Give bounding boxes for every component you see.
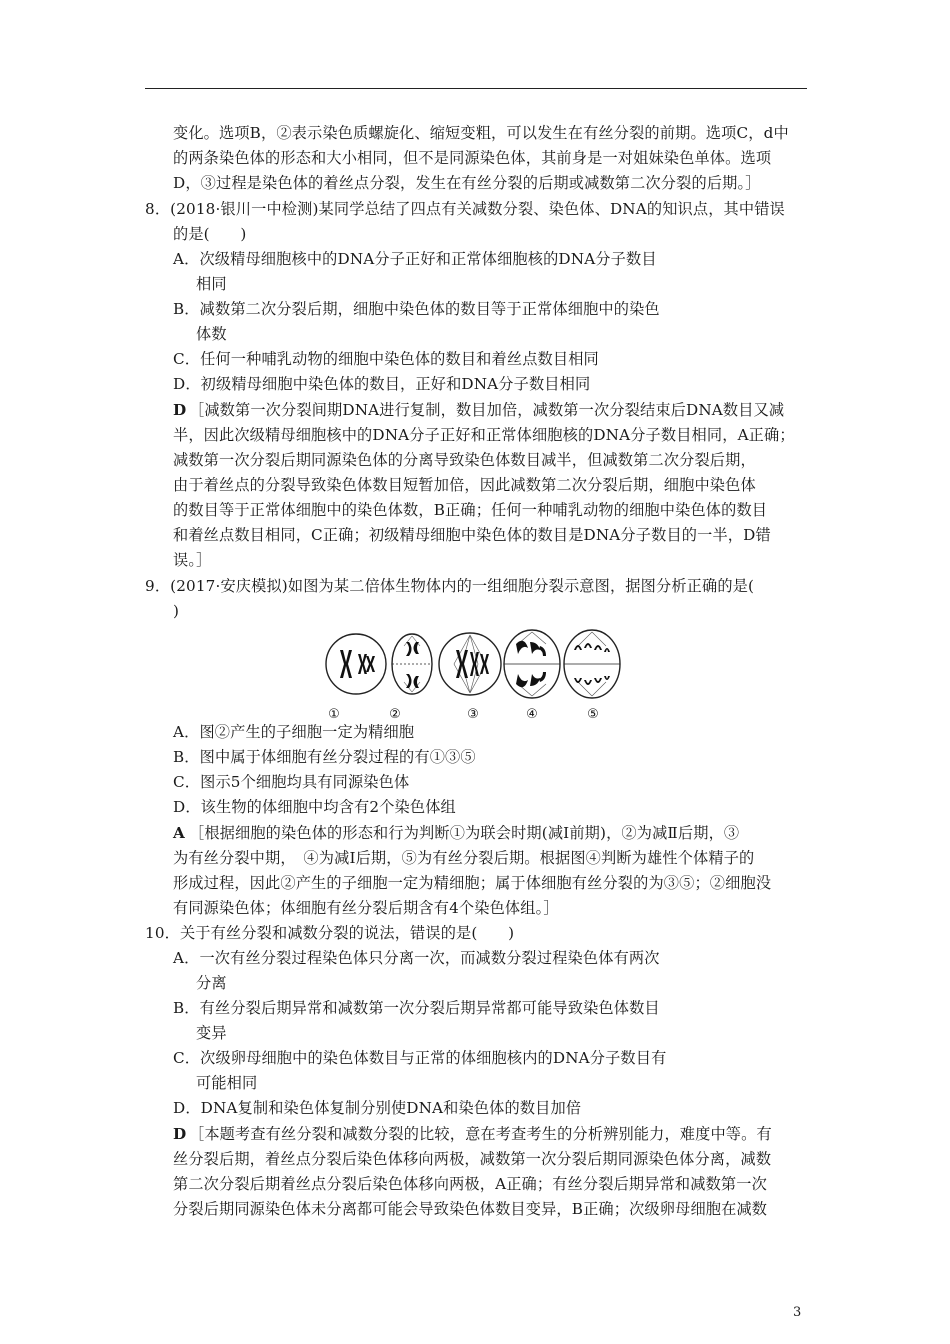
option-c: C．图示5个细胞均具有同源染色体 <box>173 773 410 791</box>
answer-letter: D <box>173 401 187 419</box>
option-a: A．一次有丝分裂过程染色体只分离一次，而减数分裂过程染色体有两次 <box>173 949 660 967</box>
answer-letter: A <box>173 824 185 842</box>
option-a: A．次级精母细胞核中的DNA分子正好和正常体细胞核的DNA分子数目 <box>173 250 657 268</box>
text-line: 第二次分裂后期着丝点分裂后染色体移向两极，A正确；有丝分裂后期异常和减数第一次 <box>173 1175 767 1193</box>
option-d: D．该生物的体细胞中均含有2个染色体组 <box>173 798 456 816</box>
text-line: 丝分裂后期，着丝点分裂后染色体移向两极，减数第一次分裂后期同源染色体分离，减数 <box>173 1150 772 1168</box>
question-9-stem: 9．(2017·安庆模拟)如图为某二倍体生物体内的一组细胞分裂示意图，据图分析正确的是( <box>145 577 755 595</box>
page-number: 3 <box>793 1305 802 1320</box>
text-line: D，③过程是染色体的着丝点分裂，发生在有丝分裂的后期或减数第二次分裂的后期。］ <box>173 174 761 192</box>
text-line: 的是( ) <box>173 225 247 243</box>
option-d: D．DNA复制和染色体复制分别使DNA和染色体的数目加倍 <box>173 1099 582 1117</box>
text-line: 由于着丝点的分裂导致染色体数目短暂加倍，因此减数第二次分裂后期，细胞中染色体 <box>173 476 756 494</box>
option-c: C．任何一种哺乳动物的细胞中染色体的数目和着丝点数目相同 <box>173 350 599 368</box>
option-b: B．有丝分裂后期异常和减数第一次分裂后期异常都可能导致染色体数目 <box>173 999 660 1017</box>
cell-3-outline <box>439 633 501 695</box>
text-line: 的数目等于正常体细胞中的染色体数，B正确；任何一种哺乳动物的细胞中染色体的数目 <box>173 501 768 519</box>
text-line: 和着丝点数目相同，C正确；初级精母细胞中染色体的数目是DNA分子数目的一半，D错 <box>173 526 771 544</box>
question-10-stem: 10．关于有丝分裂和减数分裂的说法，错误的是( ) <box>145 924 515 942</box>
cell-division-figure <box>322 622 622 722</box>
text-line: 体数 <box>196 325 227 343</box>
text-line: 减数第一次分裂后期同源染色体的分离导致染色体数目减半，但减数第二次分裂后期， <box>173 451 756 469</box>
text-line: 分离 <box>196 974 227 992</box>
option-c: C．次级卵母细胞中的染色体数目与正常的体细胞核内的DNA分子数目有 <box>173 1049 667 1067</box>
explanation-line: ［根据细胞的染色体的形态和行为判断①为联会时期(减Ⅰ前期)，②为减Ⅱ后期，③ <box>189 824 740 842</box>
figure-label-3: ③ <box>467 707 479 722</box>
text-line: 变异 <box>196 1024 227 1042</box>
option-b: B．减数第二次分裂后期，细胞中染色体的数目等于正常体细胞中的染色 <box>173 300 660 318</box>
option-b: B．图中属于体细胞有丝分裂过程的有①③⑤ <box>173 748 476 766</box>
figure-label-1: ① <box>328 707 340 722</box>
header-rule <box>145 88 807 89</box>
question-8-stem: 8．(2018·银川一中检测)某同学总结了四点有关减数分裂、染色体、DNA的知识点，其中错误 <box>145 200 785 218</box>
text-line: 分裂后期同源染色体未分离都可能会导致染色体数目变异，B正确；次级卵母细胞在减数 <box>173 1200 768 1218</box>
option-a: A．图②产生的子细胞一定为精细胞 <box>173 723 415 741</box>
text-line: 的两条染色体的形态和大小相同，但不是同源染色体，其前身是一对姐妹染色单体。选项 <box>173 149 772 167</box>
text-line: 误。］ <box>173 551 212 569</box>
figure-label-4: ④ <box>526 707 538 722</box>
text-line: 变化。选项B，②表示染色质螺旋化、缩短变粗，可以发生在有丝分裂的前期。选项C，d中 <box>173 124 789 142</box>
text-line: 半，因此次级精母细胞核中的DNA分子正好和正常体细胞核的DNA分子数目相同，A正确； <box>173 426 795 444</box>
text-line: 有同源染色体；体细胞有丝分裂后期含有4个染色体组。］ <box>173 899 559 917</box>
explanation-line: ［减数第一次分裂间期DNA进行复制，数目加倍，减数第一次分裂结束后DNA数目又减 <box>189 401 785 419</box>
text-line: 可能相同 <box>196 1074 258 1092</box>
text-line: 相同 <box>196 275 227 293</box>
option-d: D．初级精母细胞中染色体的数目，正好和DNA分子数目相同 <box>173 375 591 393</box>
explanation-line: ［本题考查有丝分裂和减数分裂的比较，意在考查考生的分析辨别能力，难度中等。有 <box>189 1125 772 1143</box>
cell-1-outline <box>326 634 386 694</box>
figure-label-2: ② <box>389 707 401 722</box>
figure-label-5: ⑤ <box>587 707 599 722</box>
answer-letter: D <box>173 1125 187 1143</box>
text-line: 为有丝分裂中期， ④为减Ⅰ后期，⑤为有丝分裂后期。根据图④判断为雄性个体精子的 <box>173 849 755 867</box>
text-line: ) <box>173 602 180 620</box>
text-line: 形成过程，因此②产生的子细胞一定为精细胞；属于体细胞有丝分裂的为③⑤；②细胞没 <box>173 874 772 892</box>
